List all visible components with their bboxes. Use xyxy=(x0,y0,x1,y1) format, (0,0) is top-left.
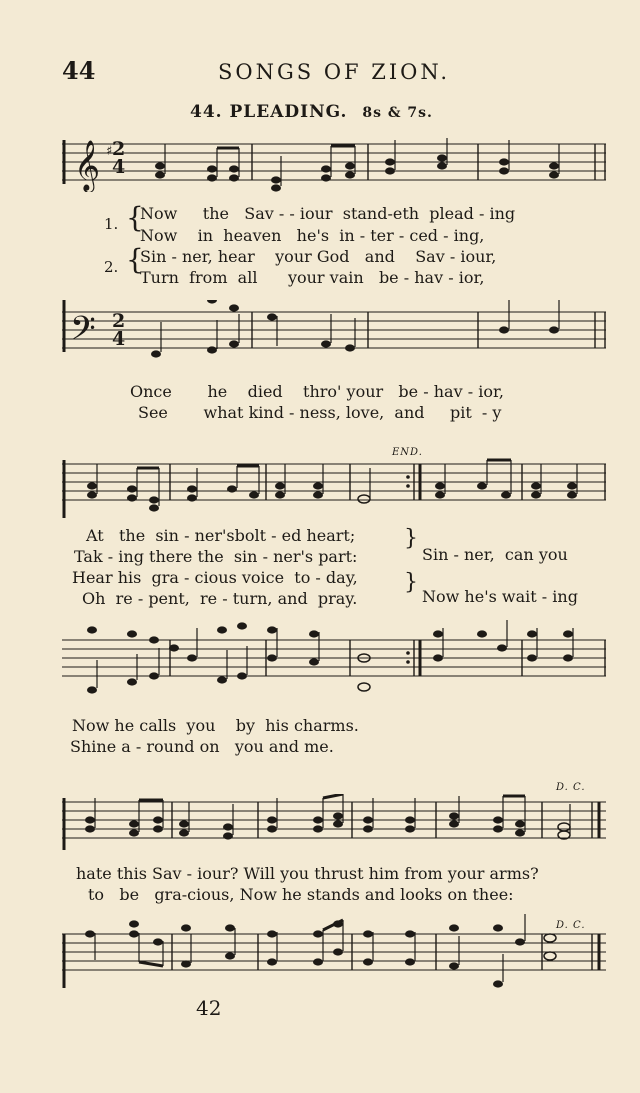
refrain-brace-2: } xyxy=(404,570,418,595)
hymn-number: 44. xyxy=(190,102,223,122)
svg-text:𝄢: 𝄢 xyxy=(70,310,96,356)
system1-treble-staff xyxy=(62,136,606,192)
lyric-line: Now in heaven he's in - ter - ced - ing, xyxy=(140,226,485,245)
system3-bass-staff xyxy=(62,914,606,994)
system2-treble-staff xyxy=(62,456,606,518)
time-bottom: 4 xyxy=(112,156,126,178)
refrain-brace-1: } xyxy=(404,526,418,551)
time-top: 2 xyxy=(112,310,126,332)
dc-mark-top: D. C. xyxy=(556,782,586,793)
end-mark: END. xyxy=(392,447,423,458)
verse-2-brace: { xyxy=(126,243,144,276)
lyric-line: Once he died thro' your be - hav - ior, xyxy=(130,382,504,401)
lyric-line: hate this Sav - iour? Will you thrust him from your arms? xyxy=(76,864,539,883)
lyric-line: See what kind - ness, love, and pit - y xyxy=(138,403,502,422)
lyric-line: Shine a - round on you and me. xyxy=(70,737,334,756)
lyric-line: At the sin - ner'sbolt - ed heart; xyxy=(86,526,356,545)
hymn-heading xyxy=(190,102,433,122)
system1-bass-staff xyxy=(62,300,606,368)
hymn-meter: 8s & 7s. xyxy=(362,105,433,121)
lyric-line: Now he calls you by his charms. xyxy=(72,716,359,735)
lyric-line: Oh re - pent, re - turn, and pray. xyxy=(82,589,358,608)
system2-bass-staff xyxy=(62,620,606,700)
time-bottom: 4 xyxy=(112,328,126,350)
hymn-title: PLEADING. xyxy=(229,102,348,122)
system3-treble-staff xyxy=(62,794,606,850)
running-title: SONGS OF ZION. xyxy=(218,60,451,84)
verse-1-number: 1. xyxy=(104,215,119,233)
svg-text:𝄞: 𝄞 xyxy=(74,140,101,191)
lyric-line: Now the Sav - - iour stand-eth plead - ing xyxy=(140,204,516,223)
svg-text:♯: ♯ xyxy=(106,144,113,159)
lyric-line: Sin - ner, hear your God and Sav - iour, xyxy=(140,247,497,266)
lyric-line: to be gra-cious, Now he stands and looks on thee: xyxy=(88,885,514,904)
verse-1-brace: { xyxy=(126,201,144,234)
system1-treble-time-signature xyxy=(112,140,125,176)
lyric-line: Turn from all your vain be - hav - ior, xyxy=(140,268,485,287)
lyric-line: Tak - ing there the sin - ner's part: xyxy=(74,547,358,566)
dc-mark-bottom: D. C. xyxy=(556,920,586,931)
lyric-line: Hear his gra - cious voice to - day, xyxy=(72,568,358,587)
page-number: 44 xyxy=(62,56,96,85)
refrain-line: Now he's wait - ing xyxy=(422,587,578,606)
system1-bass-time-signature xyxy=(112,312,125,348)
refrain-line: Sin - ner, can you xyxy=(422,545,568,564)
verse-2-number: 2. xyxy=(104,258,119,276)
signature-number: 42 xyxy=(196,996,222,1020)
time-top: 2 xyxy=(112,138,126,160)
